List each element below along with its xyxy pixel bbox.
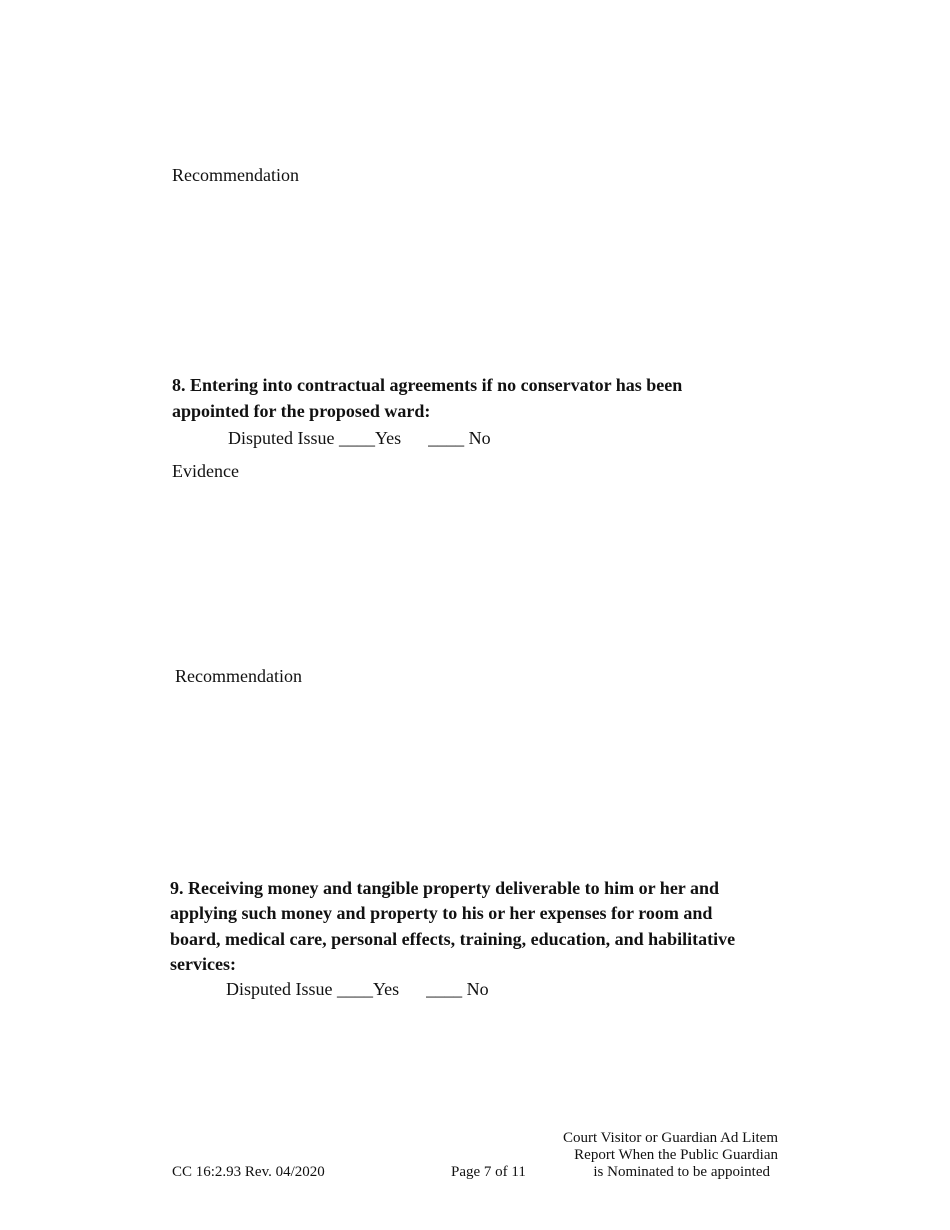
section8-heading-line2: appointed for the proposed ward: xyxy=(172,401,431,421)
section9-disputed-issue: Disputed Issue ____Yes ____ No xyxy=(226,979,489,999)
footer-page-number: Page 7 of 11 xyxy=(451,1164,526,1180)
section8-evidence-label: Evidence xyxy=(172,461,239,481)
footer-title-line1: Court Visitor or Guardian Ad Litem xyxy=(562,1130,778,1146)
section8-disputed-issue: Disputed Issue ____Yes ____ No xyxy=(228,428,491,448)
section7-recommendation-label: Recommendation xyxy=(172,165,299,185)
section8-heading-line1: 8. Entering into contractual agreements if no conservator has been xyxy=(172,375,683,395)
section8-recommendation-label: Recommendation xyxy=(175,666,302,686)
footer-title-line3: is Nominated to be appointed xyxy=(593,1164,770,1180)
section9-heading-line1: 9. Receiving money and tangible property deliverable to him or her and xyxy=(170,878,719,898)
section9-heading-line3: board, medical care, personal effects, training, education, and habilitative xyxy=(170,929,736,949)
footer-title-line2: Report When the Public Guardian xyxy=(574,1147,778,1163)
section9-heading-line4: services: xyxy=(170,954,236,974)
footer-form-number: CC 16:2.93 Rev. 04/2020 xyxy=(172,1164,325,1180)
section9-heading-line2: applying such money and property to his or her expenses for room and xyxy=(170,903,713,923)
